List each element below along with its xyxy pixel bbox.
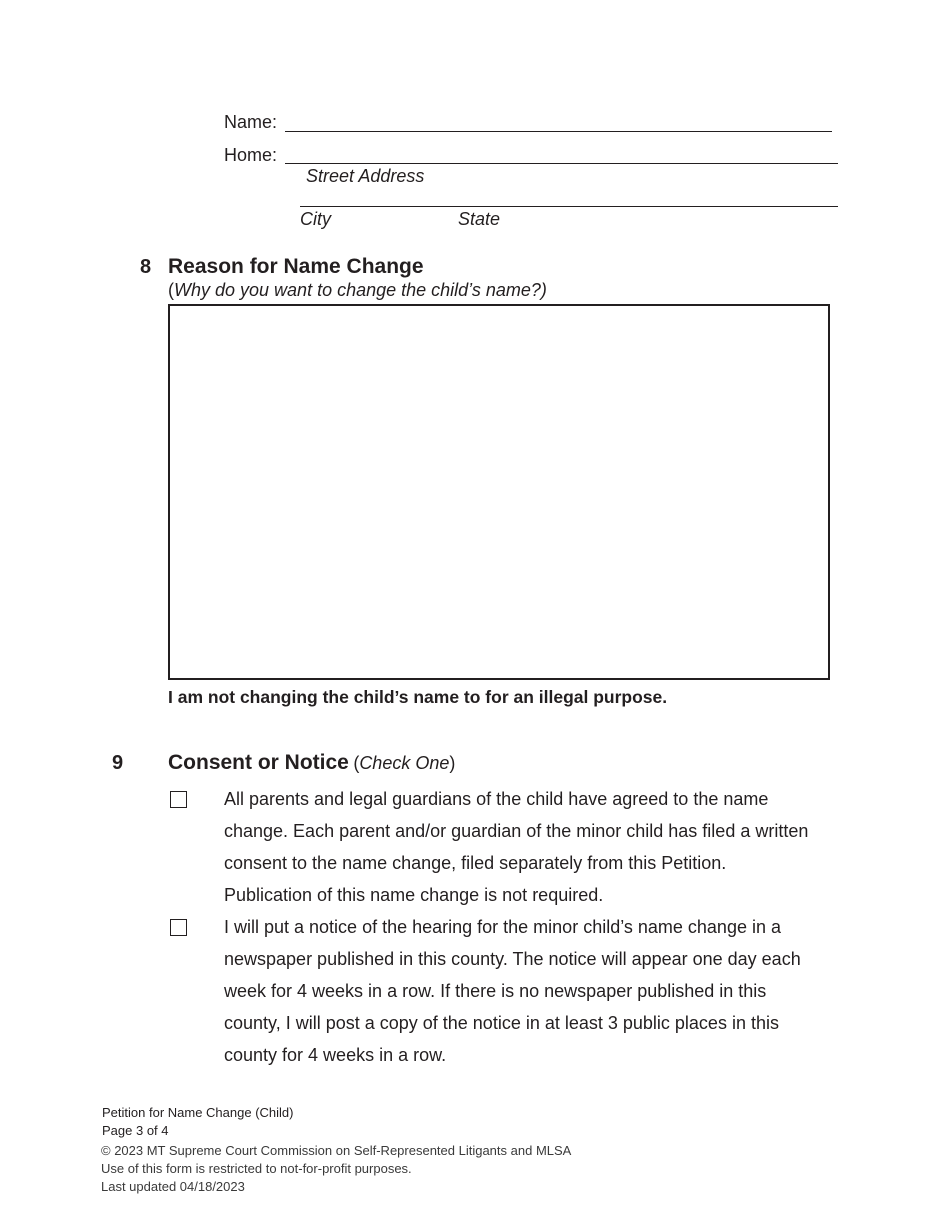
check-one-instruction: (Check One): [353, 753, 456, 773]
section-8-subtitle: [168, 280, 547, 301]
street-address-caption: Street Address: [306, 166, 425, 186]
notice-line: I will put a notice of the hearing for the minor child’s name change in a: [224, 917, 781, 937]
section-8-title: Reason for Name Change: [168, 255, 424, 278]
consent-option-text: [224, 783, 844, 911]
street-address-input-line[interactable]: [285, 163, 838, 164]
footer-page-number: Page 3 of 4: [102, 1123, 169, 1138]
footer-form-info: [102, 1104, 293, 1140]
consent-checkbox[interactable]: [170, 791, 187, 808]
home-label: Home:: [224, 145, 278, 165]
name-input-line[interactable]: [285, 131, 832, 132]
notice-line: week for 4 weeks in a row. If there is no newspaper published in this: [224, 981, 767, 1001]
subtitle-open-paren: (: [168, 280, 174, 300]
footer-restriction: Use of this form is restricted to not-for-profit purposes.: [101, 1161, 412, 1176]
notice-checkbox[interactable]: [170, 919, 187, 936]
notice-option-text: [224, 911, 844, 1071]
section-8-number: 8: [140, 256, 152, 278]
footer-legal: [101, 1142, 571, 1196]
section-9-number: 9: [112, 752, 124, 774]
notice-line: county, I will post a copy of the notice in at least 3 public places in this: [224, 1013, 779, 1033]
illegal-purpose-statement: I am not changing the child’s name to for an illegal purpose.: [168, 687, 668, 707]
city-state-input-line[interactable]: [300, 206, 838, 207]
footer-form-title: Petition for Name Change (Child): [102, 1105, 294, 1120]
footer-last-updated: Last updated 04/18/2023: [101, 1179, 245, 1194]
city-caption: City: [300, 209, 331, 229]
section-9-title: Consent or Notice: [168, 751, 349, 774]
consent-line: change. Each parent and/or guardian of the minor child has filed a written: [224, 821, 809, 841]
section-9-heading: [168, 751, 455, 775]
consent-line: consent to the name change, filed separately from this Petition.: [224, 853, 727, 873]
notice-line: newspaper published in this county. The notice will appear one day each: [224, 949, 801, 969]
reason-text-box[interactable]: [168, 304, 830, 680]
consent-line: Publication of this name change is not required.: [224, 885, 604, 905]
footer-copyright: © 2023 MT Supreme Court Commission on Self-Represented Litigants and MLSA: [101, 1143, 572, 1158]
subtitle-question: Why do you want to change the child’s name?): [174, 280, 547, 300]
notice-line: county for 4 weeks in a row.: [224, 1045, 447, 1065]
name-label: Name:: [224, 112, 278, 132]
consent-line: All parents and legal guardians of the child have agreed to the name: [224, 789, 769, 809]
state-caption: State: [458, 209, 501, 229]
